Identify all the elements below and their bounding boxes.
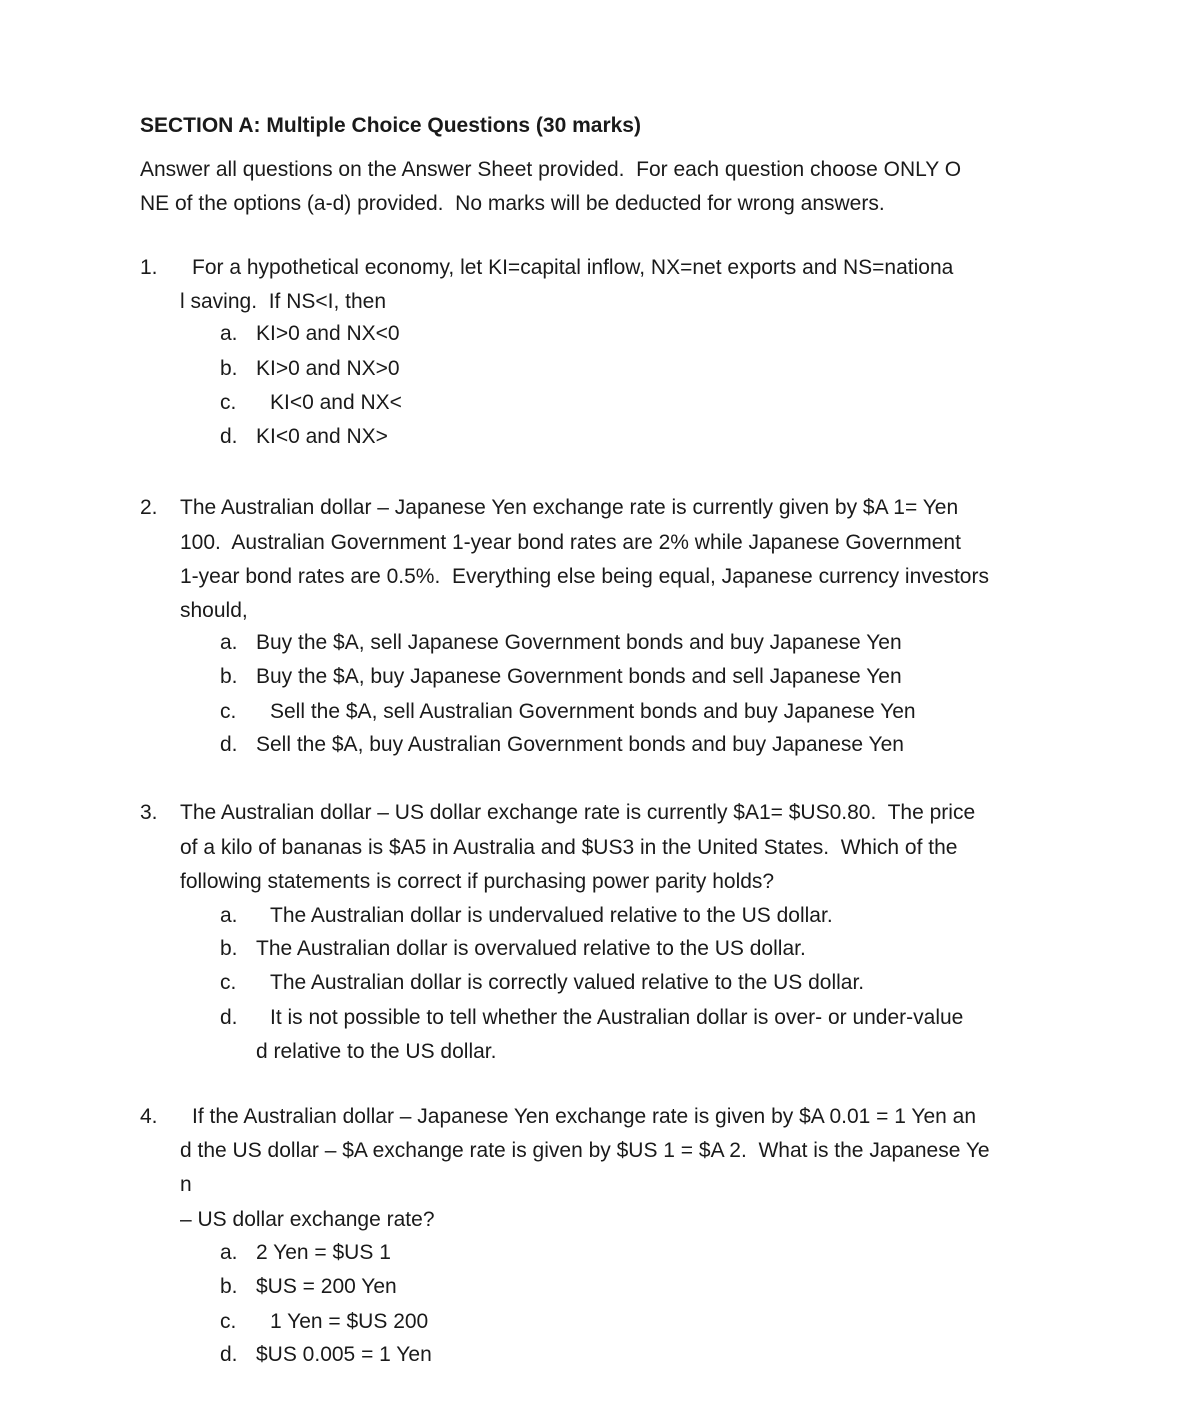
option-letter: b.	[220, 357, 238, 380]
option-text: $US 0.005 = 1 Yen	[256, 1343, 432, 1366]
option-letter: b.	[220, 665, 238, 688]
question-4-stem: If the Australian dollar – Japanese Yen exchange rate is given by $A 0.01 = 1 Yen an	[192, 1105, 977, 1128]
question-4-stem-cont: – US dollar exchange rate?	[180, 1208, 435, 1231]
question-3-stem: The Australian dollar – US dollar exchange rate is currently $A1= $US0.80. The price	[180, 801, 976, 824]
option-text-cont: d relative to the US dollar.	[256, 1040, 497, 1063]
option-text: Buy the $A, buy Japanese Government bonds and sell Japanese Yen	[256, 665, 902, 688]
option-text: It is not possible to tell whether the Australian dollar is over- or under-value	[270, 1006, 964, 1029]
option-text: KI>0 and NX>0	[256, 357, 400, 380]
question-4-stem-cont: d the US dollar – $A exchange rate is given by $US 1 = $A 2. What is the Japanese Ye	[180, 1139, 990, 1162]
option-letter: a.	[220, 1241, 238, 1264]
option-text: $US = 200 Yen	[256, 1275, 397, 1298]
option-letter: d.	[220, 1343, 238, 1366]
option-letter: d.	[220, 425, 238, 448]
option-letter: c.	[220, 1310, 237, 1333]
option-text: KI<0 and NX>	[256, 425, 388, 448]
option-letter: d.	[220, 733, 238, 756]
option-letter: c.	[220, 700, 237, 723]
question-2-stem: The Australian dollar – Japanese Yen exchange rate is currently given by $A 1= Yen	[180, 496, 959, 519]
option-letter: b.	[220, 937, 238, 960]
option-letter: a.	[220, 322, 238, 345]
option-text: The Australian dollar is undervalued relative to the US dollar.	[270, 904, 833, 927]
question-2-stem-cont: should,	[180, 599, 248, 622]
question-1-number: 1.	[140, 256, 158, 279]
option-text: The Australian dollar is overvalued relative to the US dollar.	[256, 937, 806, 960]
option-text: Sell the $A, buy Australian Government bonds and buy Japanese Yen	[256, 733, 904, 756]
question-2-stem-cont: 1-year bond rates are 0.5%. Everything else being equal, Japanese currency investors	[180, 565, 989, 588]
option-letter: a.	[220, 904, 238, 927]
option-text: 1 Yen = $US 200	[270, 1310, 429, 1333]
option-letter: c.	[220, 391, 237, 414]
option-text: The Australian dollar is correctly valued relative to the US dollar.	[270, 971, 865, 994]
question-2-stem-cont: 100. Australian Government 1-year bond rates are 2% while Japanese Government	[180, 531, 961, 554]
option-letter: b.	[220, 1275, 238, 1298]
option-text: KI>0 and NX<0	[256, 322, 400, 345]
instructions-line-2: NE of the options (a-d) provided. No marks will be deducted for wrong answers.	[140, 192, 885, 215]
option-text: 2 Yen = $US 1	[256, 1241, 391, 1264]
question-3-stem-cont: of a kilo of bananas is $A5 in Australia and $US3 in the United States. Which of the	[180, 836, 958, 859]
option-letter: a.	[220, 631, 238, 654]
question-3-number: 3.	[140, 801, 158, 824]
question-2-number: 2.	[140, 496, 158, 519]
question-4-stem-cont: n	[180, 1173, 192, 1196]
instructions-line-1: Answer all questions on the Answer Sheet provided. For each question choose ONLY O	[140, 158, 962, 181]
question-3-stem-cont: following statements is correct if purchasing power parity holds?	[180, 870, 775, 893]
option-text: Buy the $A, sell Japanese Government bonds and buy Japanese Yen	[256, 631, 902, 654]
option-text: Sell the $A, sell Australian Government bonds and buy Japanese Yen	[270, 700, 916, 723]
question-1-stem: For a hypothetical economy, let KI=capital inflow, NX=net exports and NS=nationa	[192, 256, 954, 279]
option-letter: d.	[220, 1006, 238, 1029]
option-text: KI<0 and NX<	[270, 391, 402, 414]
option-letter: c.	[220, 971, 237, 994]
question-4-number: 4.	[140, 1105, 158, 1128]
section-heading: SECTION A: Multiple Choice Questions (30 marks)	[140, 114, 641, 137]
question-1-stem-cont: l saving. If NS<I, then	[180, 290, 387, 313]
